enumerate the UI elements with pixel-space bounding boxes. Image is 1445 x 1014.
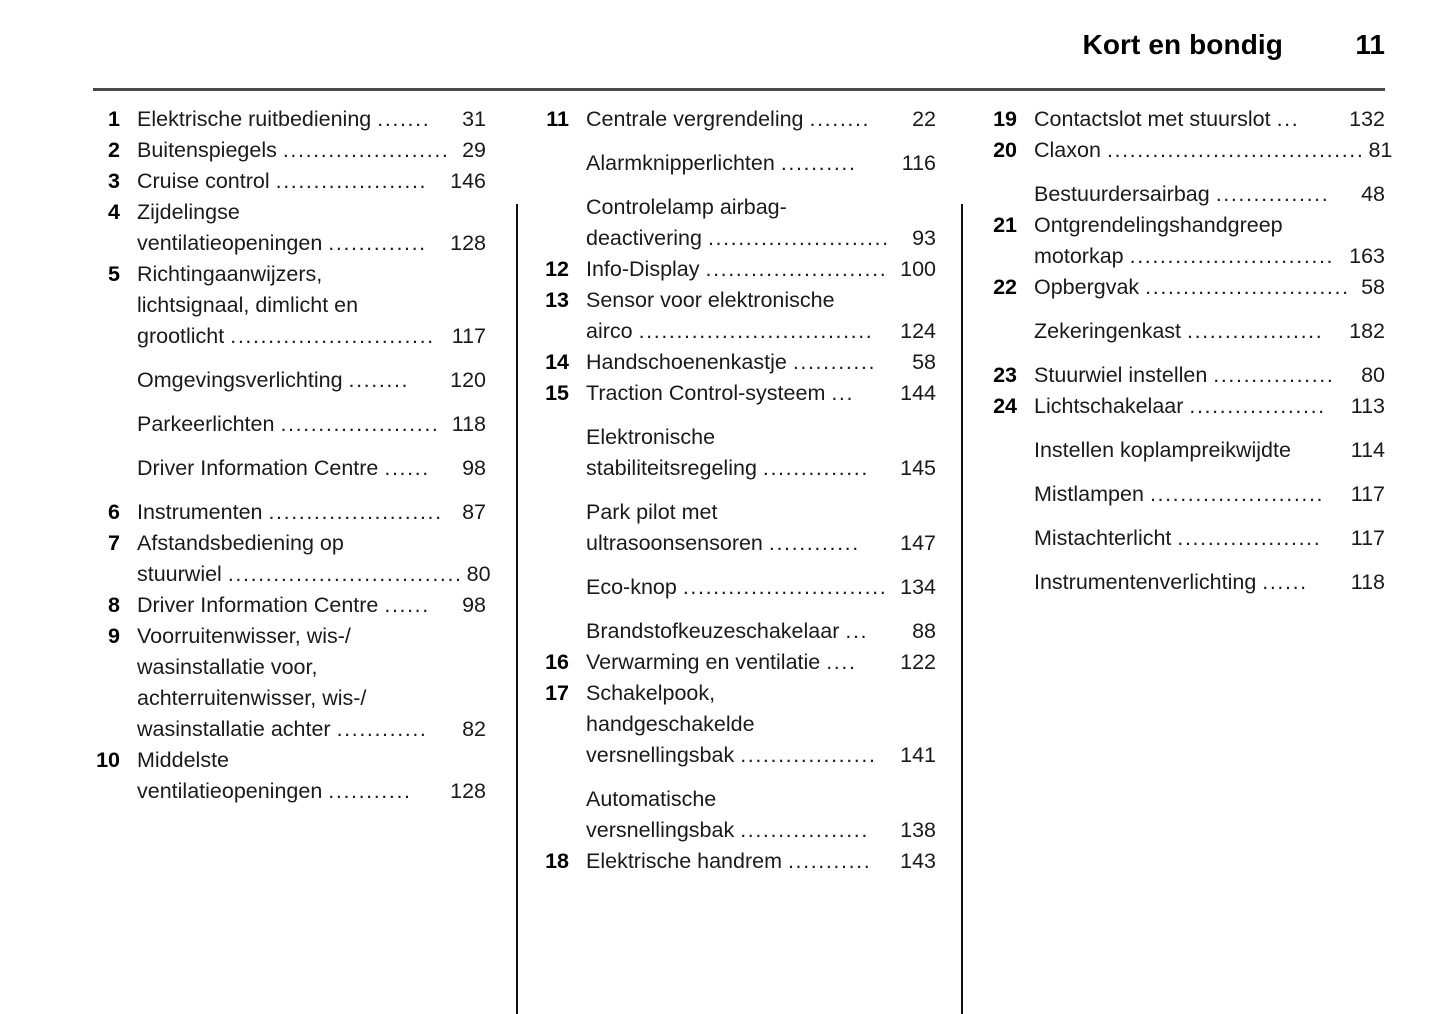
toc-entry-last-line — [586, 647, 936, 678]
toc-entry-body — [586, 254, 936, 285]
toc-dot-leader: ........... — [328, 779, 412, 803]
toc-entry[interactable] — [86, 621, 486, 745]
toc-dot-leader: ........................... — [230, 324, 435, 348]
toc-entry-number: 15 — [545, 381, 569, 405]
toc-entry-page-number: 80 — [1361, 363, 1385, 387]
toc-entry-body — [1034, 104, 1385, 135]
toc-column-2 — [535, 104, 936, 877]
toc-entry-last-line — [586, 846, 936, 877]
toc-entry-body — [586, 616, 936, 647]
toc-dot-leader: ................... — [1177, 526, 1322, 550]
toc-dot-leader: ....................... — [268, 500, 443, 524]
toc-entry-last-line — [586, 740, 936, 771]
toc-entry-page-number: 147 — [900, 531, 936, 555]
toc-entry[interactable] — [983, 567, 1385, 598]
toc-entry-body — [137, 409, 486, 440]
toc-entry-body — [137, 590, 486, 621]
toc-entry-last-line — [586, 572, 936, 603]
toc-entry-page-number: 29 — [462, 138, 486, 162]
toc-entry-body — [1034, 360, 1385, 391]
toc-entry-title: Driver Information Centre — [137, 593, 379, 617]
toc-entry-last-line — [586, 254, 936, 285]
toc-entry[interactable] — [983, 479, 1385, 510]
toc-dot-leader: ....... — [377, 107, 431, 131]
toc-entry[interactable] — [983, 135, 1393, 166]
toc-entry-last-line — [586, 378, 936, 409]
toc-entry-body — [137, 166, 486, 197]
toc-entry-last-line — [586, 528, 936, 559]
toc-entry-title: stabiliteitsregeling — [586, 456, 757, 480]
toc-entry[interactable] — [983, 316, 1385, 347]
toc-entry-number: 19 — [993, 107, 1017, 131]
toc-entry-last-line — [586, 316, 936, 347]
toc-dot-leader: .................. — [1187, 319, 1324, 343]
toc-entry-body — [137, 528, 491, 590]
toc-entry-last-line — [137, 776, 486, 807]
toc-dot-leader: ............... — [1215, 182, 1330, 206]
toc-entry-page-number: 98 — [462, 456, 486, 480]
toc-entry[interactable] — [535, 497, 936, 559]
toc-entry-number: 18 — [545, 849, 569, 873]
header-divider-rule — [93, 88, 1385, 91]
toc-entry[interactable] — [535, 192, 936, 254]
toc-entry-title: stuurwiel — [137, 562, 222, 586]
toc-dot-leader: ........... — [787, 849, 872, 873]
toc-dot-leader: ... — [1276, 107, 1300, 131]
page-header — [93, 22, 1385, 68]
toc-entry-title-line: Park pilot met — [586, 500, 718, 524]
toc-dot-leader: .................. — [740, 743, 877, 767]
column-divider-1 — [516, 204, 518, 1014]
toc-dot-leader: .......... — [780, 151, 857, 175]
toc-entry[interactable] — [86, 453, 486, 484]
toc-entry-title: motorkap — [1034, 244, 1124, 268]
toc-entry-last-line — [1034, 179, 1385, 210]
toc-entry-body — [586, 285, 936, 347]
toc-entry-last-line — [137, 559, 491, 590]
toc-entry-last-line — [1034, 360, 1385, 391]
toc-entry-title: Cruise control — [137, 169, 270, 193]
toc-entry-title: Bestuurdersairbag — [1034, 182, 1210, 206]
toc-entry-page-number: 93 — [912, 226, 936, 250]
toc-entry-page-number: 58 — [1361, 275, 1385, 299]
toc-entry-title: ultrasoonsensoren — [586, 531, 763, 555]
toc-entry-body — [586, 497, 936, 559]
toc-entry-page-number: 82 — [462, 717, 486, 741]
toc-entry-body — [137, 259, 486, 352]
toc-entry-page-number: 128 — [450, 779, 486, 803]
toc-dot-leader: ............. — [328, 231, 427, 255]
toc-entry-last-line — [137, 135, 486, 166]
toc-entry[interactable] — [535, 784, 936, 846]
toc-entry[interactable] — [86, 135, 486, 166]
toc-entry-number: 9 — [108, 624, 120, 648]
toc-entry-last-line — [137, 104, 486, 135]
toc-dot-leader: ... — [845, 619, 869, 643]
toc-entry-number: 23 — [993, 363, 1017, 387]
toc-entry-last-line — [137, 714, 486, 745]
page-number: 11 — [1355, 29, 1385, 60]
toc-entry-page-number: 113 — [1350, 394, 1385, 418]
toc-entry[interactable] — [535, 846, 936, 877]
toc-entry-body — [1034, 179, 1385, 210]
toc-entry-number: 12 — [545, 257, 569, 281]
toc-dot-leader: ........................ — [705, 257, 888, 281]
toc-entry-last-line — [137, 321, 486, 352]
toc-entry-last-line — [1034, 567, 1385, 598]
toc-entry-body — [586, 192, 936, 254]
toc-entry-last-line — [1034, 135, 1392, 166]
toc-entry[interactable] — [535, 285, 936, 347]
toc-entry-last-line — [586, 148, 936, 179]
toc-dot-leader: ...... — [384, 593, 430, 617]
toc-entry[interactable] — [86, 497, 486, 528]
toc-entry-page-number: 146 — [450, 169, 486, 193]
toc-entry-last-line — [586, 815, 936, 846]
toc-entry-body — [1034, 210, 1385, 272]
toc-dot-leader: ................. — [740, 818, 869, 842]
toc-entry-title-line: Voorruitenwisser, wis-/ — [137, 624, 351, 648]
toc-dot-leader: ........ — [348, 368, 410, 392]
toc-entry-title: grootlicht — [137, 324, 225, 348]
toc-entry[interactable] — [535, 422, 936, 484]
toc-dot-leader: ............ — [768, 531, 860, 555]
toc-entry[interactable] — [983, 179, 1385, 210]
toc-entry-last-line — [586, 347, 936, 378]
toc-entry-title: versnellingsbak — [586, 743, 735, 767]
toc-entry-body — [137, 197, 486, 259]
toc-entry-last-line — [137, 228, 486, 259]
toc-entry-number: 20 — [993, 138, 1017, 162]
toc-entry-number: 21 — [993, 213, 1017, 237]
toc-dot-leader: ........... — [792, 350, 877, 374]
toc-entry-page-number: 122 — [900, 650, 936, 674]
toc-entry[interactable] — [983, 104, 1385, 135]
toc-entry-title-line: Schakelpook, — [586, 681, 716, 705]
toc-entry[interactable] — [535, 678, 936, 771]
toc-entry-title-line: Ontgrendelingshandgreep — [1034, 213, 1283, 237]
toc-entry-last-line — [1034, 479, 1385, 510]
toc-entry-body — [137, 497, 486, 528]
toc-entry-number: 24 — [993, 394, 1017, 418]
toc-column-1 — [86, 104, 491, 807]
toc-entry-title-line: wasinstallatie voor, — [137, 655, 318, 679]
toc-entry-title: Elektrische ruitbediening — [137, 107, 372, 131]
toc-entry[interactable] — [983, 210, 1385, 272]
toc-entry[interactable] — [535, 254, 936, 285]
toc-entry-page-number: 22 — [912, 107, 936, 131]
toc-dot-leader: ...................... — [282, 138, 450, 162]
toc-entry-last-line — [586, 453, 936, 484]
toc-entry-title: Mistachterlicht — [1034, 526, 1172, 550]
toc-entry-title: ventilatieopeningen — [137, 779, 323, 803]
toc-entry-body — [586, 784, 936, 846]
toc-entry-title: Opbergvak — [1034, 275, 1140, 299]
toc-entry-body — [1034, 435, 1385, 466]
toc-entry-title: Instrumenten — [137, 500, 263, 524]
toc-entry-page-number: 31 — [462, 107, 486, 131]
toc-entry-title-line: achterruitenwisser, wis-/ — [137, 686, 367, 710]
toc-dot-leader: .................. — [1189, 394, 1326, 418]
toc-dot-leader: .................................. — [1106, 138, 1365, 162]
toc-dot-leader: .............. — [762, 456, 869, 480]
toc-entry-page-number: 124 — [900, 319, 936, 343]
toc-entry-last-line — [586, 223, 936, 254]
toc-entry[interactable] — [535, 616, 936, 647]
toc-dot-leader: ........ — [809, 107, 871, 131]
toc-entry-page-number: 182 — [1349, 319, 1385, 343]
toc-entry-page-number: 117 — [451, 324, 486, 348]
toc-entry-title: Parkeerlichten — [137, 412, 275, 436]
toc-entry[interactable] — [86, 528, 491, 590]
toc-entry-title: Omgevingsverlichting — [137, 368, 343, 392]
toc-entry-number: 3 — [108, 169, 120, 193]
toc-entry-body — [137, 365, 486, 396]
toc-entry[interactable] — [535, 104, 936, 135]
toc-entry-body — [1034, 316, 1385, 347]
toc-entry-body — [1034, 135, 1392, 166]
toc-entry-page-number: 100 — [900, 257, 936, 281]
toc-dot-leader: .................... — [275, 169, 428, 193]
toc-entry-number: 16 — [545, 650, 569, 674]
toc-entry-body — [1034, 272, 1385, 303]
toc-entry-title-line: handgeschakelde — [586, 712, 755, 736]
toc-dot-leader: ..................... — [280, 412, 440, 436]
toc-dot-leader: ... — [831, 381, 855, 405]
toc-entry-page-number: 118 — [451, 412, 486, 436]
toc-entry-title: Contactslot met stuurslot — [1034, 107, 1271, 131]
toc-entry[interactable] — [86, 104, 486, 135]
toc-entry-page-number: 128 — [450, 231, 486, 255]
toc-entry[interactable] — [86, 166, 486, 197]
toc-entry-last-line — [1034, 391, 1385, 422]
toc-dot-leader: ............................... — [227, 562, 463, 586]
toc-entry-title: Lichtschakelaar — [1034, 394, 1184, 418]
toc-entry-page-number: 120 — [450, 368, 486, 392]
toc-dot-leader: ........................... — [1145, 275, 1350, 299]
toc-entry-title: Mistlampen — [1034, 482, 1144, 506]
toc-entry[interactable] — [983, 360, 1385, 391]
toc-entry-last-line — [1034, 104, 1385, 135]
toc-entry-number: 2 — [108, 138, 120, 162]
toc-entry-page-number: 81 — [1368, 138, 1393, 162]
toc-entry-title-line: Controlelamp airbag- — [586, 195, 787, 219]
page-title: Kort en bondig — [1082, 29, 1283, 60]
toc-entry-title-line: Zijdelingse — [137, 200, 240, 224]
toc-entry-title: Alarmknipperlichten — [586, 151, 775, 175]
toc-dot-leader: ........................ — [707, 226, 890, 250]
toc-entry[interactable] — [535, 647, 936, 678]
toc-entry-title-line: Automatische — [586, 787, 717, 811]
toc-entry-title: Info-Display — [586, 257, 700, 281]
toc-entry-body — [137, 745, 486, 807]
toc-entry-page-number: 132 — [1349, 107, 1385, 131]
toc-entry[interactable] — [535, 148, 936, 179]
toc-entry[interactable] — [86, 259, 486, 352]
toc-entry-last-line — [137, 497, 486, 528]
toc-entry-body — [586, 422, 936, 484]
toc-entry[interactable] — [983, 391, 1385, 422]
toc-entry-page-number: 117 — [1350, 482, 1385, 506]
toc-entry-last-line — [1034, 435, 1385, 466]
toc-entry-title: Buitenspiegels — [137, 138, 277, 162]
toc-dot-leader: ........................... — [1129, 244, 1335, 268]
toc-entry-title: Brandstofkeuzeschakelaar — [586, 619, 840, 643]
toc-entry-body — [1034, 567, 1385, 598]
toc-entry-page-number: 48 — [1361, 182, 1385, 206]
toc-entry-last-line — [137, 453, 486, 484]
toc-entry-last-line — [137, 590, 486, 621]
toc-entry-body — [586, 347, 936, 378]
toc-entry-page-number: 143 — [900, 849, 936, 873]
toc-entry-number: 22 — [993, 275, 1017, 299]
toc-entry[interactable] — [535, 347, 936, 378]
toc-entry-last-line — [586, 616, 936, 647]
toc-entry-body — [586, 378, 936, 409]
toc-entry-body — [586, 148, 936, 179]
toc-entry-body — [586, 104, 936, 135]
toc-entry-page-number: 80 — [466, 562, 491, 586]
toc-dot-leader: .... — [826, 650, 857, 674]
toc-entry-title: Stuurwiel instellen — [1034, 363, 1208, 387]
toc-entry-last-line — [137, 365, 486, 396]
toc-entry-page-number: 163 — [1349, 244, 1385, 268]
toc-entry-page-number: 141 — [900, 743, 936, 767]
toc-entry-body — [137, 621, 486, 745]
toc-entry-title: Instrumentenverlichting — [1034, 570, 1257, 594]
toc-dot-leader: ....................... — [1149, 482, 1325, 506]
toc-entry-number: 7 — [108, 531, 120, 555]
toc-entry-last-line — [1034, 272, 1385, 303]
toc-entry-last-line — [137, 409, 486, 440]
toc-entry[interactable] — [983, 272, 1385, 303]
toc-entry-page-number: 116 — [901, 151, 936, 175]
toc-entry[interactable] — [983, 523, 1385, 554]
toc-entry-title: airco — [586, 319, 633, 343]
toc-entry-body — [1034, 391, 1385, 422]
toc-dot-leader: ...... — [384, 456, 430, 480]
toc-entry-page-number: 88 — [912, 619, 936, 643]
toc-entry-page-number: 58 — [912, 350, 936, 374]
toc-entry-body — [137, 453, 486, 484]
toc-entry-number: 10 — [96, 748, 120, 772]
toc-entry-body — [586, 572, 936, 603]
toc-entry-title-line: Sensor voor elektronische — [586, 288, 835, 312]
toc-entry-number: 14 — [545, 350, 569, 374]
toc-entry-number: 5 — [108, 262, 120, 286]
toc-entry-title: Instellen koplampreikwijdte — [1034, 438, 1291, 462]
toc-entry-title: Handschoenenkastje — [586, 350, 787, 374]
toc-entry-page-number: 118 — [1350, 570, 1385, 594]
toc-entry[interactable] — [535, 572, 936, 603]
toc-entry-page-number: 114 — [1350, 438, 1385, 462]
toc-entry[interactable] — [983, 435, 1385, 466]
toc-entry-title: Eco-knop — [586, 575, 677, 599]
toc-entry-title: Verwarming en ventilatie — [586, 650, 821, 674]
toc-dot-leader: ...... — [1262, 570, 1308, 594]
toc-entry-number: 1 — [108, 107, 120, 131]
toc-entry-body — [586, 647, 936, 678]
toc-entry-title: deactivering — [586, 226, 702, 250]
toc-dot-leader: ........................... — [682, 575, 888, 599]
toc-entry-title-line: lichtsignaal, dimlicht en — [137, 293, 359, 317]
toc-dot-leader: ................ — [1213, 363, 1335, 387]
toc-entry-title: Elektrische handrem — [586, 849, 782, 873]
toc-entry-number: 4 — [108, 200, 120, 224]
toc-entry-body — [1034, 523, 1385, 554]
toc-entry-title: Zekeringenkast — [1034, 319, 1181, 343]
toc-entry-title-line: Middelste — [137, 748, 230, 772]
toc-entry-title: ventilatieopeningen — [137, 231, 323, 255]
toc-entry-last-line — [1034, 241, 1385, 272]
toc-entry-page-number: 134 — [900, 575, 936, 599]
toc-entry-page-number: 144 — [900, 381, 936, 405]
toc-entry-last-line — [1034, 316, 1385, 347]
toc-entry-page-number: 138 — [900, 818, 936, 842]
toc-entry-body — [586, 846, 936, 877]
toc-entry-title: Driver Information Centre — [137, 456, 379, 480]
toc-entry-title: Centrale vergrendeling — [586, 107, 804, 131]
toc-entry-title-line: Elektronische — [586, 425, 716, 449]
toc-entry-page-number: 87 — [462, 500, 486, 524]
toc-entry-last-line — [1034, 523, 1385, 554]
toc-entry-page-number: 117 — [1350, 526, 1385, 550]
toc-entry-last-line — [586, 104, 936, 135]
toc-column-3 — [983, 104, 1393, 598]
toc-entry-number: 6 — [108, 500, 120, 524]
toc-entry-page-number: 98 — [462, 593, 486, 617]
toc-entry-title: Claxon — [1034, 138, 1101, 162]
toc-entry-title: wasinstallatie achter — [137, 717, 331, 741]
toc-entry-number: 11 — [546, 107, 569, 131]
toc-entry-page-number: 145 — [900, 456, 936, 480]
toc-entry-body — [586, 678, 936, 771]
toc-entry-number: 13 — [545, 288, 569, 312]
toc-entry-number: 17 — [545, 681, 569, 705]
toc-entry[interactable] — [86, 745, 486, 807]
column-divider-2 — [961, 204, 963, 1014]
toc-entry-body — [137, 135, 486, 166]
toc-dot-leader: ............................... — [638, 319, 874, 343]
toc-entry-title-line: Afstandsbediening op — [137, 531, 344, 555]
toc-entry-body — [1034, 479, 1385, 510]
toc-entry[interactable] — [86, 365, 486, 396]
toc-entry-title-line: Richtingaanwijzers, — [137, 262, 323, 286]
toc-entry[interactable] — [86, 590, 486, 621]
toc-entry[interactable] — [86, 197, 486, 259]
toc-dot-leader: ............ — [336, 717, 428, 741]
toc-entry[interactable] — [86, 409, 486, 440]
toc-entry-last-line — [137, 166, 486, 197]
toc-entry-title: Traction Control-systeem — [586, 381, 826, 405]
toc-entry[interactable] — [535, 378, 936, 409]
toc-entry-number: 8 — [108, 593, 120, 617]
toc-entry-title: versnellingsbak — [586, 818, 735, 842]
toc-entry-body — [137, 104, 486, 135]
